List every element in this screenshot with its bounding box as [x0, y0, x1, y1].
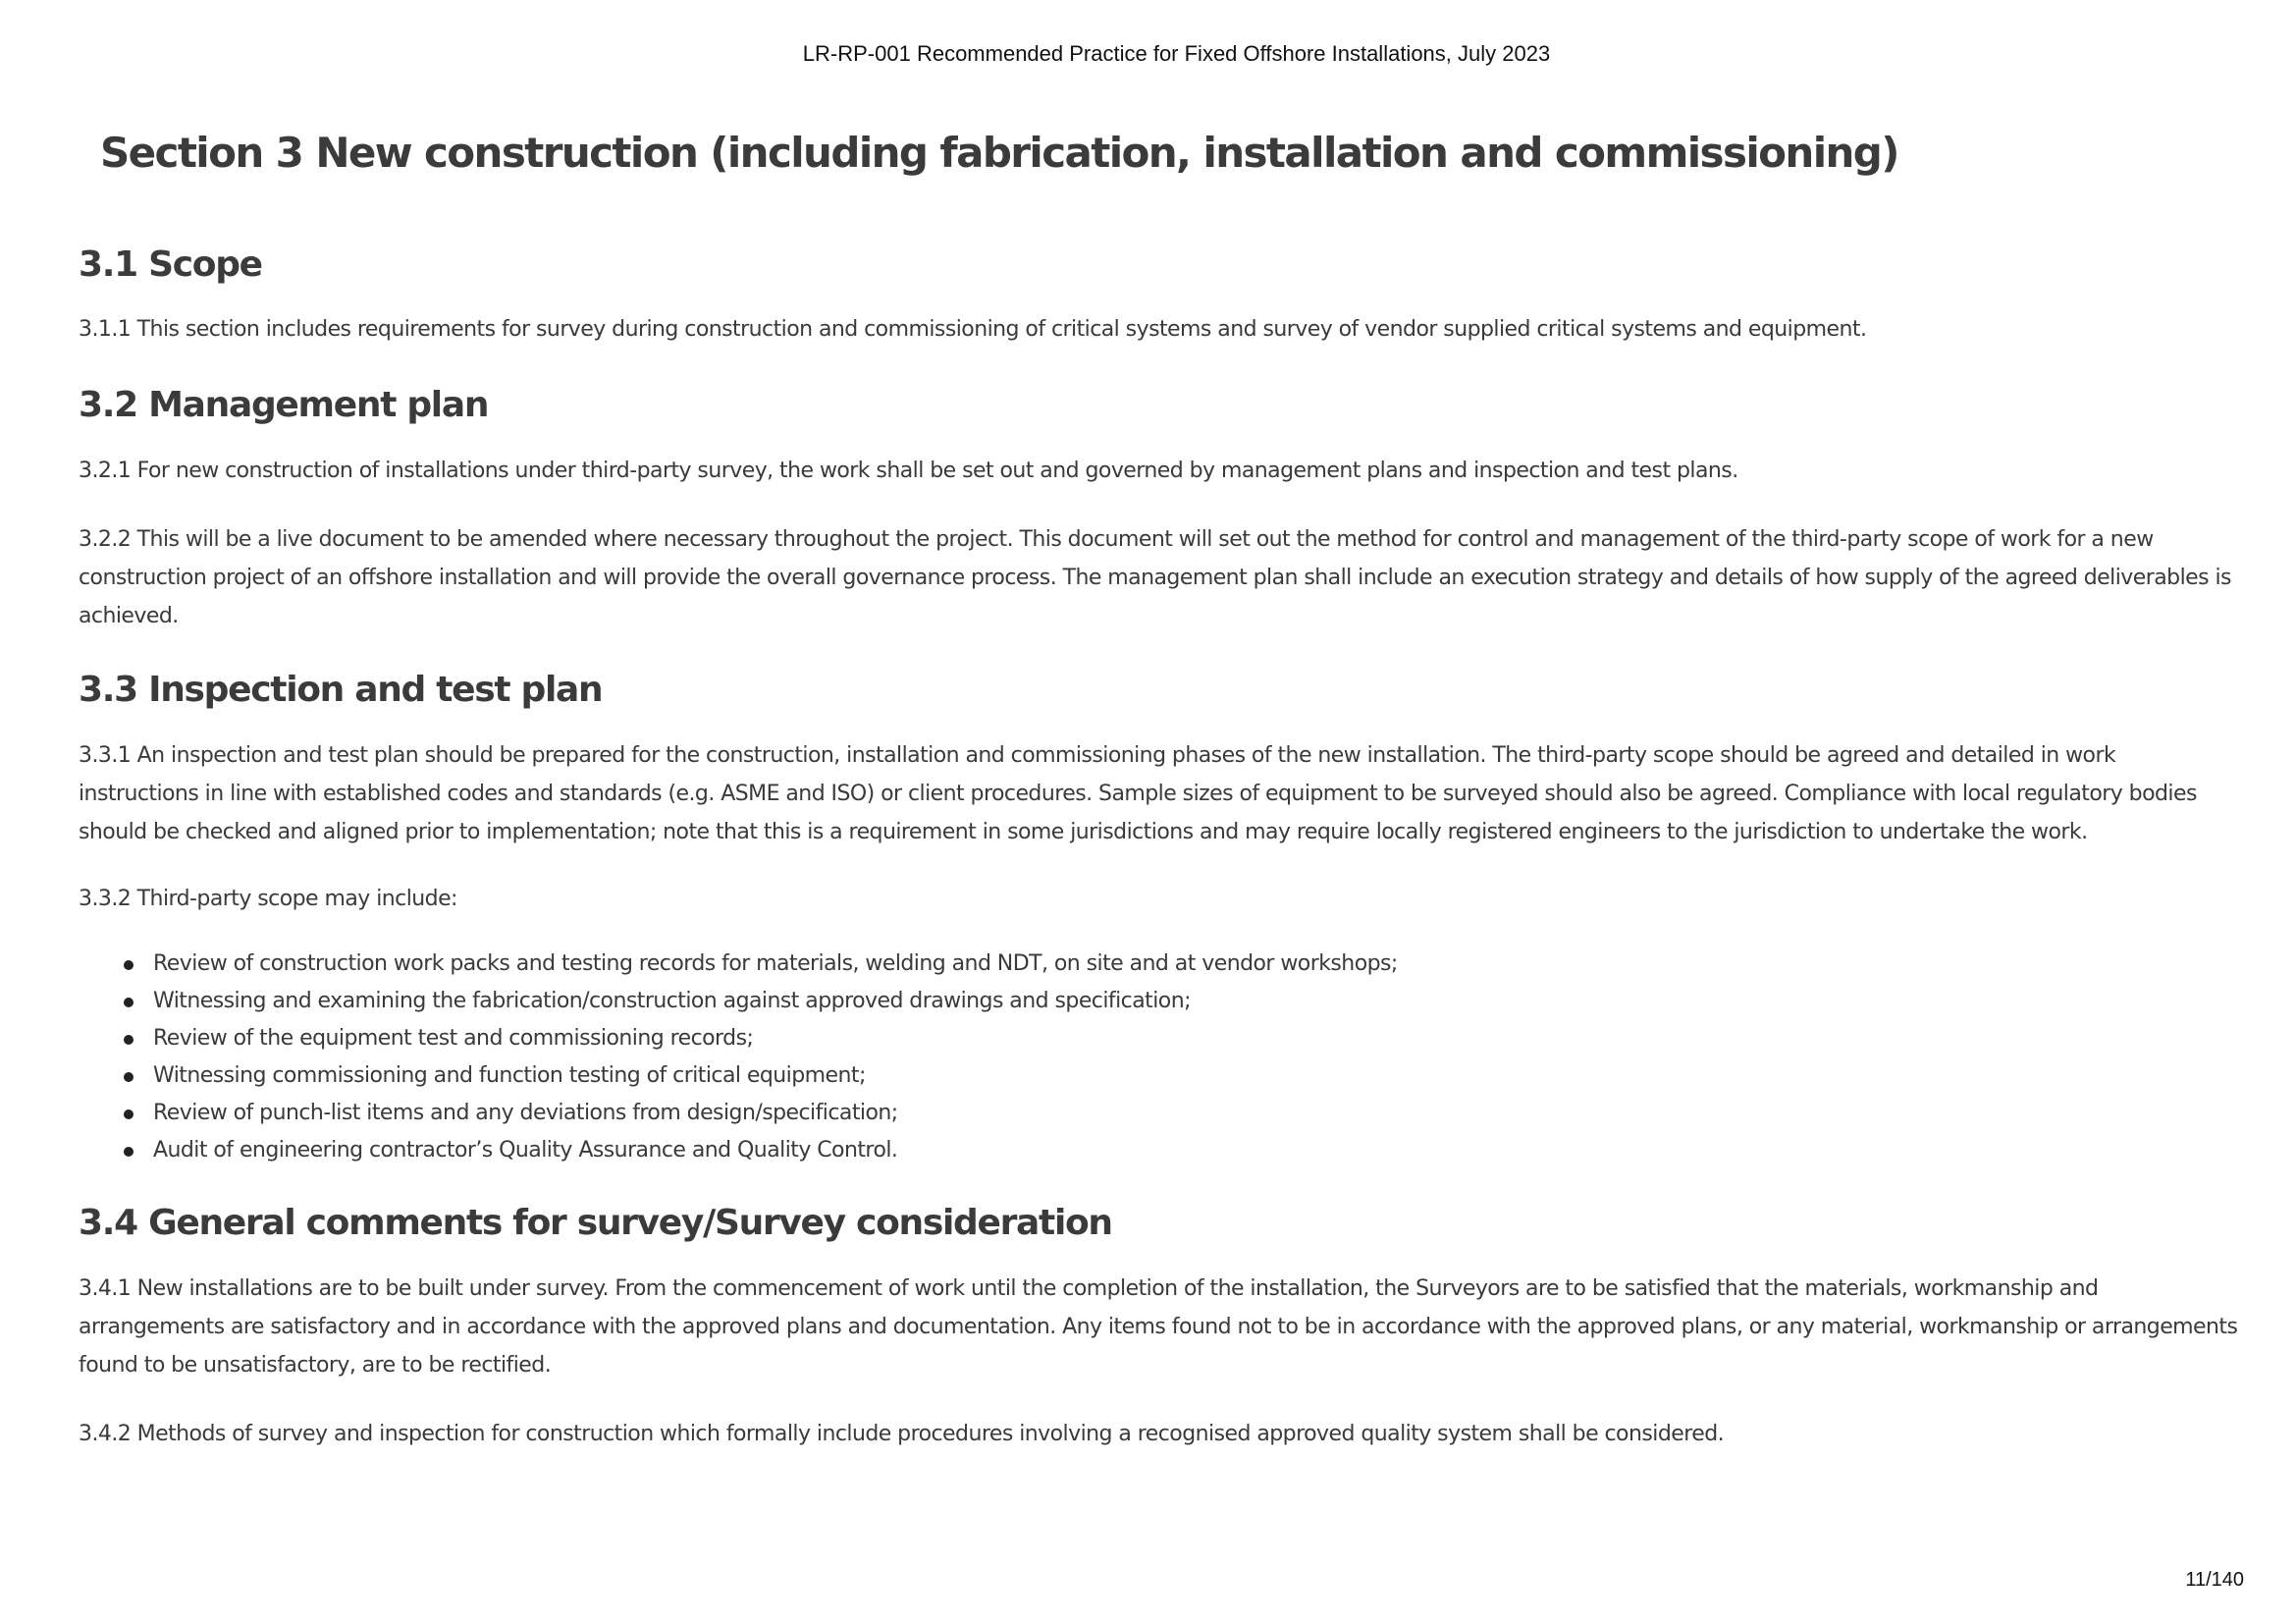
page-number: 11/140	[2185, 1569, 2244, 1591]
bullet-icon	[124, 1072, 133, 1082]
running-header: LR-RP-001 Recommended Practice for Fixed Offshore Installations, July 2023	[802, 41, 1551, 66]
paragraph-3-3-1: 3.3.1 An inspection and test plan should be prepared for the construction, installation and commissioning phases of the new installation. The third-party scope should be agreed and detailed in work instructions in line with established codes and standards (e.g. ASME and ISO) or client procedures. Sample sizes of equipment to be surveyed should also be agreed. Compliance with local regulatory bodies should be checked and aligned prior to implementation; note that this is a requirement in some jurisdictions and may require locally registered engineers to the jurisdiction to undertake the work.	[79, 743, 2197, 844]
paragraph-3-2-2: 3.2.2 This will be a live document to be amended where necessary throughout the project. This document will set out the method for control and management of the third-party scope of work for a new construction project of an offshore installation and will provide the overall governance process. The management plan shall include an execution strategy and details of how supply of the agreed deliverables is achieved.	[79, 527, 2231, 628]
list-item	[79, 1057, 2238, 1095]
paragraph-3-3-2: 3.3.2 Third-party scope may include:	[79, 887, 457, 911]
bullet-icon	[124, 960, 133, 970]
list-item-text: Review of punch-list items and any deviations from design/specification;	[153, 1101, 898, 1125]
paragraph-3-4-2: 3.4.2 Methods of survey and inspection for construction which formally include procedures involving a recognised approved quality system shall be considered.	[79, 1422, 1725, 1446]
third-party-scope-list	[79, 946, 2238, 1169]
paragraph-3-4-1: 3.4.1 New installations are to be built under survey. From the commencement of work until the completion of the installation, the Surveyors are to be satisfied that the materials, workmanship and arrangements are satisfactory and in accordance with the approved plans and documentation. Any items found not to be in accordance with the approved plans, or any material, workmanship or arrangements found to be unsatisfactory, are to be rectified.	[79, 1276, 2238, 1378]
bullet-icon	[124, 1035, 133, 1045]
list-item-text: Witnessing and examining the fabrication/construction against approved drawings and specification;	[153, 989, 1191, 1013]
list-item-text: Review of construction work packs and testing records for materials, welding and NDT, on site and at vendor workshops;	[153, 951, 1398, 976]
list-item	[79, 1132, 2238, 1169]
list-item-text: Review of the equipment test and commissioning records;	[153, 1026, 754, 1051]
section-heading-general-comments: 3.4 General comments for survey/Survey consideration	[79, 1203, 1112, 1243]
page-title: Section 3 New construction (including fabrication, installation and commissioning)	[100, 129, 1898, 177]
list-item	[79, 946, 2238, 983]
paragraph-3-1-1: 3.1.1 This section includes requirements for survey during construction and commissioning of critical systems and survey of vendor supplied critical systems and equipment.	[79, 317, 1867, 342]
list-item	[79, 1020, 2238, 1057]
list-item-text: Audit of engineering contractor’s Quality Assurance and Quality Control.	[153, 1138, 898, 1163]
bullet-icon	[124, 1147, 133, 1157]
list-item-text: Witnessing commissioning and function testing of critical equipment;	[153, 1063, 866, 1088]
list-item	[79, 983, 2238, 1020]
section-heading-scope: 3.1 Scope	[79, 244, 262, 285]
section-heading-management-plan: 3.2 Management plan	[79, 385, 489, 425]
document-body	[79, 236, 2238, 1453]
bullet-icon	[124, 1109, 133, 1119]
paragraph-3-2-1: 3.2.1 For new construction of installations under third-party survey, the work shall be set out and governed by management plans and inspection and test plans.	[79, 459, 1738, 483]
list-item	[79, 1095, 2238, 1132]
section-heading-inspection-test-plan: 3.3 Inspection and test plan	[79, 670, 603, 710]
bullet-icon	[124, 998, 133, 1007]
